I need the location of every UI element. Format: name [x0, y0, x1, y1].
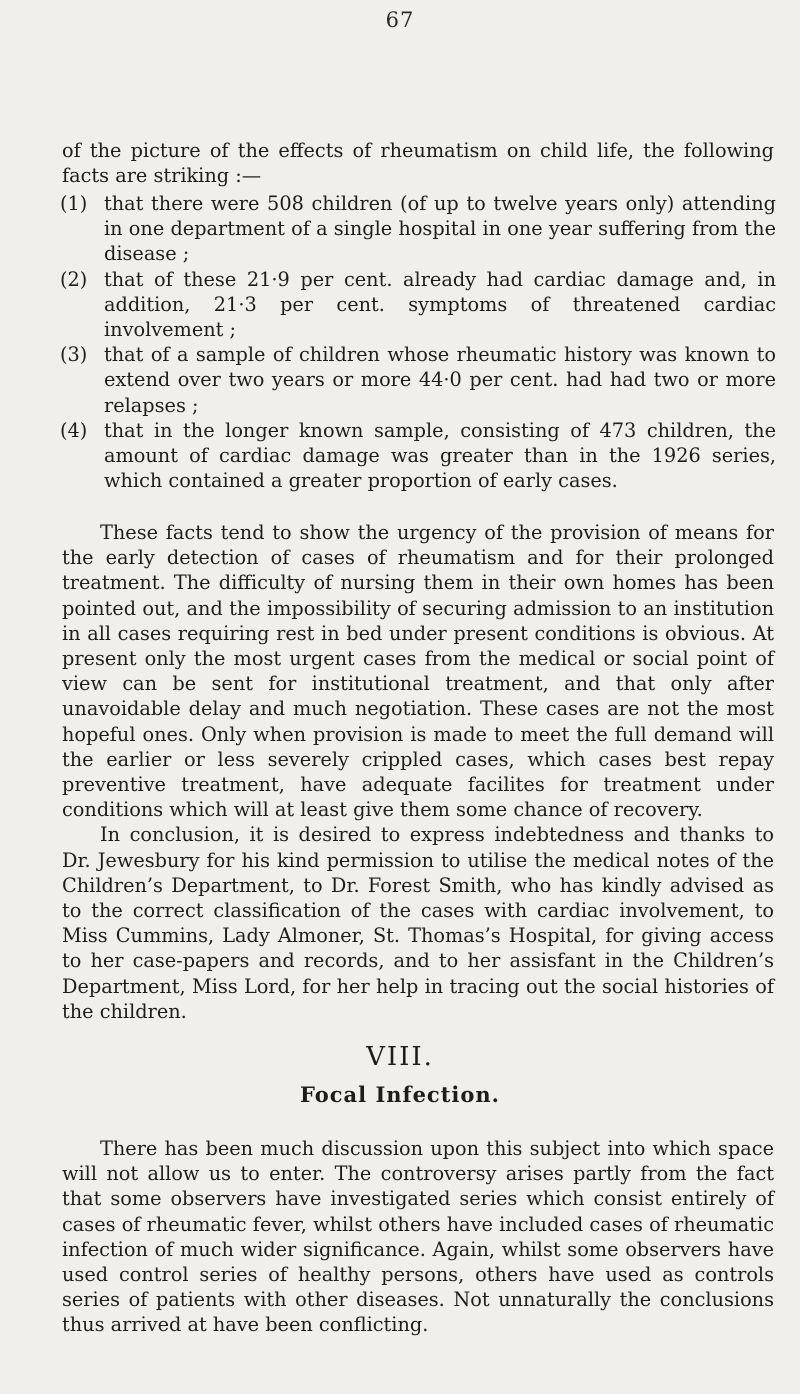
fact-text: that there were 508 children (of up to twelve years only) attending in one department of a single hospital in one year suffering from the disease ; — [104, 192, 776, 266]
fact-number: (3) — [60, 343, 88, 367]
facts-list — [60, 191, 776, 493]
focal-infection-section — [62, 1136, 774, 1338]
fact-text: that of these 21·9 per cent. already had cardiac damage and, in addition, 21·3 per cent. symptoms of threatened cardiac involvement ; — [104, 267, 776, 342]
fact-number: (2) — [60, 267, 88, 291]
acknowledgements-paragraph: In conclusion, it is desired to express indebtedness and thanks to Dr. Jewesbury for his kind permission to utilise the medical notes of the Children’s Department, to Dr. Forest Smith, who has kindly advised as to the correct classification of the cases with cardiac involvement, to Miss Cummins, Lady Almoner, St. Thomas’s Hospital, for giving access to her case-papers and records, and to her assisfant in the Children’s Department, Miss Lord, for her help in tracing out the social histories of the children. — [62, 823, 774, 1023]
fact-number: (1) — [60, 192, 88, 215]
urgency-paragraph: These facts tend to show the urgency of the provision of means for the early detection of cases of rheumatism and for their prolonged treatment. The difficulty of nursing them in their own homes has been pointed out, and the impossibility of securing admission to an institution in all cases requiring rest in bed under present conditions is obvious. At present only the most urgent cases from the medical or social point of view can be sent for institutional treatment, and that only after unavoidable delay and much negotiation. These cases are not the most hopeful ones. Only when provision is made to meet the full demand will the earlier or less severely crippled cases, which cases best repay preventive treatment, have adequate facilites for treatment under conditions which will at least give them some chance of recovery. — [62, 521, 774, 822]
intro-text: of the picture of the effects of rheumatism on child life, the following facts are striking :— — [62, 139, 774, 188]
fact-item — [60, 267, 776, 343]
fact-item — [60, 418, 776, 494]
fact-text: that of a sample of children whose rheumatic history was known to extend over two years or more 44·0 per cent. had had two or more relapses ; — [104, 343, 776, 417]
fact-number: (4) — [60, 418, 88, 442]
body-paragraphs — [62, 520, 774, 1024]
fact-item — [60, 191, 776, 267]
section-title: Focal Infection. — [300, 1082, 500, 1107]
focal-infection-paragraph: There has been much discussion upon this subject into which space will not allow us to enter. The controversy arises partly from the fact that some observers have investigated series which consist entirely of cases of rheumatic fever, whilst others have included cases of rheumatic infection of much wider significance. Again, whilst some observers have used control series of healthy persons, others have used as controls series of patients with other diseases. Not unnaturally the conclusions thus arrived at have been conflicting. — [62, 1137, 774, 1337]
fact-text: that in the longer known sample, consisting of 473 children, the amount of cardiac damage was greater than in the 1926 series, which contained a greater proportion of early cases. — [104, 418, 776, 493]
page-number: 67 — [385, 8, 415, 32]
fact-item — [60, 342, 776, 418]
section-number: VIII. — [366, 1042, 434, 1072]
